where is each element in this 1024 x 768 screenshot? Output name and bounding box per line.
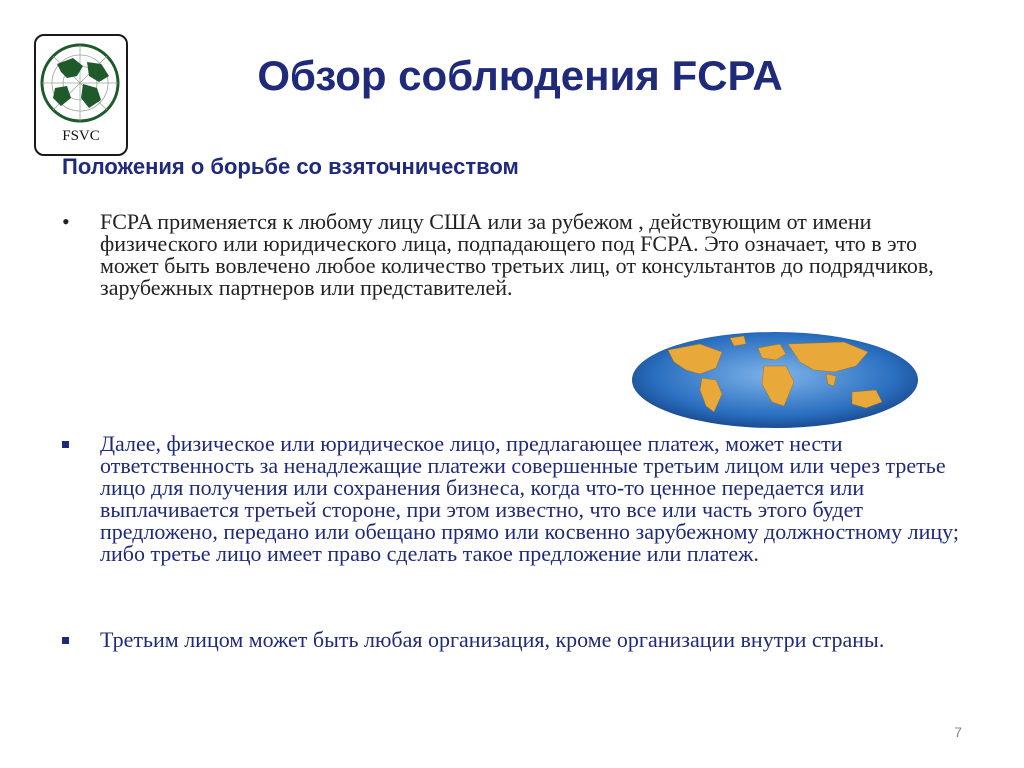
bullet-item-3	[62, 629, 972, 651]
bullet-square-icon	[62, 629, 82, 644]
bullet-text: Третьим лицом может быть любая организация, кроме организации внутри страны.	[100, 627, 885, 652]
bullet-dot-icon: •	[62, 209, 70, 234]
slide-subtitle: Положения о борьбе со взяточничеством	[62, 154, 519, 179]
world-map-icon	[630, 330, 920, 430]
bullet-text: FCPA применяется к любому лицу США или за рубежом , действующим от имени физического или юридического лица, подпадающего под FCPA. Это означает, что в это может быть вовлечено любое количество третьих лиц, от консультантов до подрядчиков, зарубежных партнеров или представителей.	[100, 209, 934, 300]
slide-title: Обзор соблюдения FCPA	[257, 52, 783, 99]
bullet-item-1	[62, 211, 972, 299]
logo-text: FSVC	[62, 128, 100, 144]
globe-icon	[39, 42, 121, 124]
fsvc-logo	[34, 34, 128, 156]
bullet-square-icon	[62, 433, 82, 448]
bullet-text: Далее, физическое или юридическое лицо, предлагающее платеж, может нести ответственность за ненадлежащие платежи совершенные третьим лицом или через третье лицо для получения или сохранения бизнеса, когда что-то ценное передается или выплачивается третьей стороне, при этом известно, что все или часть этого будет предложено, передано или обещано прямо или косвенно зарубежному должностному лицу; либо третье лицо имеет право сделать такое предложение или платеж.	[100, 431, 959, 566]
bullet-item-2	[62, 433, 972, 565]
page-number: 7	[954, 724, 962, 740]
